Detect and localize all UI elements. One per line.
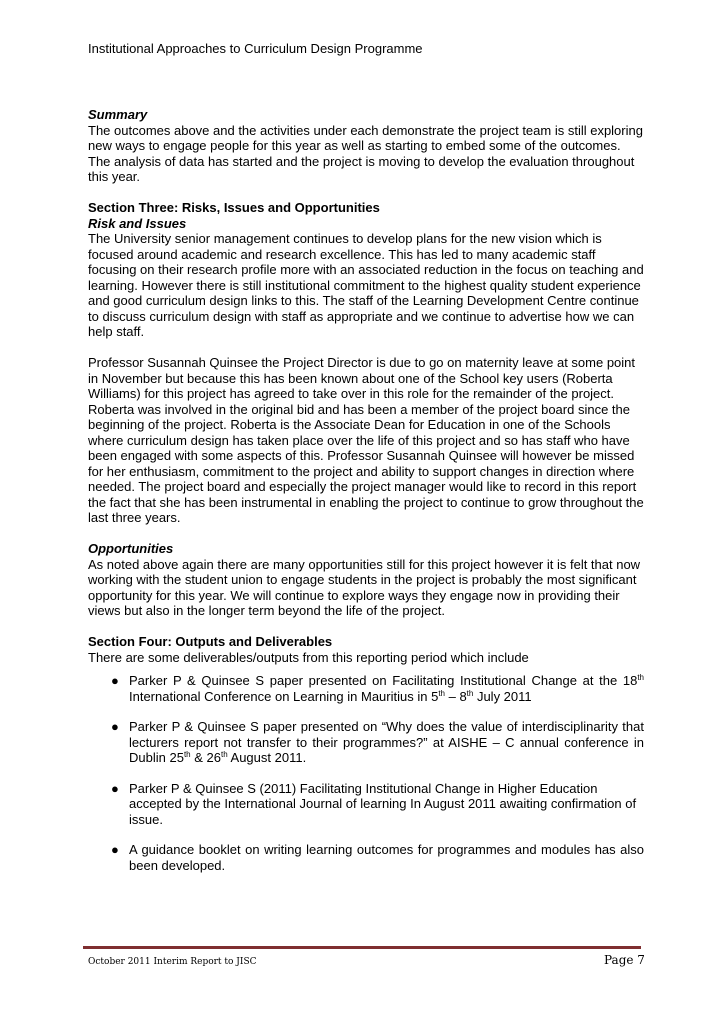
list-item: ● Parker P & Quinsee S paper presented on Facilitating Institutional Change at the 18th International Conference on Learning in Mauritius in 5th – 8th July 2011 xyxy=(111,673,644,704)
list-item: ● Parker P & Quinsee S paper presented on “Why does the value of interdisciplinarity that lecturers report not transfer to their programmes?” at AISHE – C annual conference in Dublin 25th & 26th August 2011. xyxy=(111,719,644,765)
bullet-icon: ● xyxy=(111,842,119,857)
section-four-heading: Section Four: Outputs and Deliverables xyxy=(88,634,333,649)
section-four-intro: There are some deliverables/outputs from this reporting period which include xyxy=(88,649,529,665)
opportunities-heading: Opportunities xyxy=(88,541,174,556)
summary-heading: Summary xyxy=(88,107,148,122)
bullet-icon: ● xyxy=(111,780,119,796)
list-item: ● A guidance booklet on writing learning outcomes for programmes and modules has also been developed. xyxy=(111,842,644,873)
summary-text: The outcomes above and the activities under each demonstrate the project team is still exploring new ways to engage people for this year as well as starting to embed some of the outcomes. The analysis of data has started and the project is moving to develop the evaluation throughout this year. xyxy=(88,122,643,184)
deliverables-list xyxy=(88,673,644,873)
bullet-icon: ● xyxy=(111,719,119,734)
section-three-heading: Section Three: Risks, Issues and Opportunities xyxy=(88,200,380,215)
document-body xyxy=(88,107,644,888)
risk-heading: Risk and Issues xyxy=(88,215,187,231)
risk-paragraph-2: Professor Susannah Quinsee the Project Director is due to go on maternity leave at some point in November but because this has been known about one of the School key users (Roberta Williams) for this project has agreed to take over in this role for the remainder of the project. Roberta was involved in the original bid and has been a member of the project board since the beginning of the project. Roberta is the Associate Dean for Education in one of the Schools where curriculum design has taken place over the life of this project and so has staff who have been engaged with some aspects of this. Professor Susannah Quinsee will however be missed for her enthusiasm, commitment to the project and ability to support changes in direction where needed. The project board and especially the project manager would like to record in this report the fact that she has been instrumental in enabling the project to continue to grow throughout the last three years. xyxy=(88,355,644,525)
list-item: ● Parker P & Quinsee S (2011) Facilitating Institutional Change in Higher Education accepted by the International Journal of learning In August 2011 awaiting confirmation of issue. xyxy=(111,780,637,827)
footer-report-title: October 2011 Interim Report to JISC xyxy=(88,957,257,967)
opportunities-text: As noted above again there are many opportunities still for this project however it is felt that now working with the student union to engage students in the project is probably the most significant opportunity for this year. We will continue to explore ways they engage now in providing their views but also in the longer term beyond the life of the project. xyxy=(88,556,641,618)
page-number: Page 7 xyxy=(604,953,645,967)
risk-paragraph-1: The University senior management continues to develop plans for the new vision which is focused around academic and research excellence. This has led to many academic staff focusing on their research profile more with an associated reduction in the focus on teaching and learning. However there is still institutional commitment to the highest quality student experience and good curriculum design links to this. The staff of the Learning Development Centre continue to discuss curriculum design with staff as appropriate and we continue to advertise how we can help staff. xyxy=(88,231,644,339)
bullet-icon: ● xyxy=(111,673,119,688)
running-header: Institutional Approaches to Curriculum Design Programme xyxy=(88,41,423,56)
footer-divider xyxy=(83,946,641,949)
